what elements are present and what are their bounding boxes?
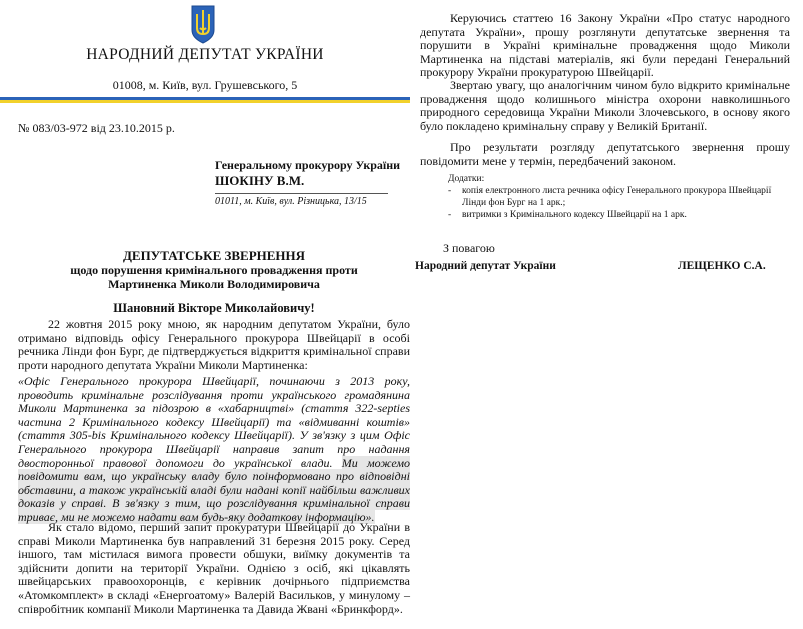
body-paragraph-2: Як стало відомо, перший запит прокуратури Швейцарії до України в справі Миколи Мартиненка був направлений 31 березня 2015 року. Серед іншого, там містилася вимога провести обшуки, виїмку документів та здійснити допити на території України. Однією з осіб, які цікавлять швейцарських правоохоронців, є керівник дочірнього підприємства «Атомкомплект» в складі «Енергоатому» Валерій Васильков, у минулому – співробітник компанії Миколи Мартиненка та Давида Жвані «Бринкфорд».	[18, 520, 410, 616]
quoted-statement	[18, 375, 410, 525]
recipient-name: ШОКІНУ В.М.	[215, 173, 305, 188]
bullet-dash-icon: -	[448, 210, 452, 220]
flag-stripe-yellow	[0, 100, 410, 103]
recipient-block	[215, 157, 400, 189]
attachments-list	[446, 185, 786, 221]
attachments	[446, 173, 786, 221]
request-paragraph: Керуючись статтею 16 Закону України «Про статус народного депутата України», прошу розглянути депутатське звернення та порушити в Україні кримінальне провадження щодо Миколи Мартиненка на підставі матеріалів, які були передані Генеральний прокурору України прокуратурою Швейцарії.	[420, 11, 790, 80]
letter-heading	[18, 249, 410, 291]
recipient-address: 01011, м. Київ, вул. Різницька, 13/15	[215, 196, 367, 207]
body-paragraph-1: 22 жовтня 2015 року мною, як народним депутатом України, було отримано відповідь офісу Генерального прокурора Швейцарії в особі речника Лінди фон Бург, де підтверджується відкриття кримінальної справи проти народного депутата України Миколи Мартиненка:	[18, 317, 410, 372]
signer-name: ЛЕЩЕНКО С.А.	[678, 260, 766, 272]
document-number: № 083/03-972 від 23.10.2015 р.	[18, 121, 175, 135]
heading-line-1: ДЕПУТАТСЬКЕ ЗВЕРНЕННЯ	[122, 248, 306, 263]
closing-regards: З повагою	[443, 241, 495, 255]
attachments-title: Додатки:	[448, 174, 485, 184]
signer-title: Народний депутат України	[415, 260, 556, 272]
recipient-position: Генеральному прокурору України	[215, 158, 401, 172]
greeting: Шановний Вікторе Миколайовичу!	[113, 301, 315, 315]
quote-part-1: «Офіс Генерального прокурора Швейцарії, починаючи з 2013 року, проводить кримінальне розслідування проти українського громадянина Миколи Мартиненка за підозрою в «хабарництві» (стаття 322-septies частина 2 Кримінального кодексу Швейцарії) та «відмиванні коштів» (стаття 305-bis Кримінального кодексу Швейцарії). У зв'язку з цим Офіс Генерального прокурора Швейцарії направив запит про надання двосторонньої правової допомоги до української влади.	[18, 374, 410, 470]
precedent-paragraph: Звертаю увагу, що аналогічним чином було відкрито кримінальне провадження щодо колишнього міністра охорони навколишнього природного середовища України Миколи Злочевського, в основу якого було покладено кримінальну справу у Великій Британії.	[420, 78, 790, 133]
letterhead-address: 01008, м. Київ, вул. Грушевського, 5	[112, 78, 298, 92]
bullet-dash-icon: -	[448, 186, 452, 196]
divider	[215, 193, 388, 194]
trident-icon	[190, 4, 216, 44]
letterhead-title: НАРОДНИЙ ДЕПУТАТ УКРАЇНИ	[86, 46, 324, 63]
heading-line-2: щодо порушення кримінального провадження проти	[70, 263, 358, 277]
quote-part-2-highlighted: Ми можемо повідомити вам, що українську владу було поінформовано про відповідні обставини, а також українській владі були надані копії найбільш важливих доказів у справі. В зв'язку з тим, що розслідування кримінальної справи триває, ми не можемо надати вам будь-яку додаткову інформацію».	[18, 455, 411, 524]
list-item: - копія електронного листа речника офісу Генерального прокурора Швейцарії Лінди фон Бург на 1 арк.;	[448, 186, 772, 208]
list-item: - витримки з Кримінального кодексу Швейцарії на 1 арк.	[448, 210, 687, 220]
heading-line-3: Мартиненка Миколи Володимировича	[108, 277, 320, 291]
response-request-paragraph: Про результати розгляду депутатського звернення прошу повідомити мене у термін, передбачений законом.	[420, 140, 790, 168]
